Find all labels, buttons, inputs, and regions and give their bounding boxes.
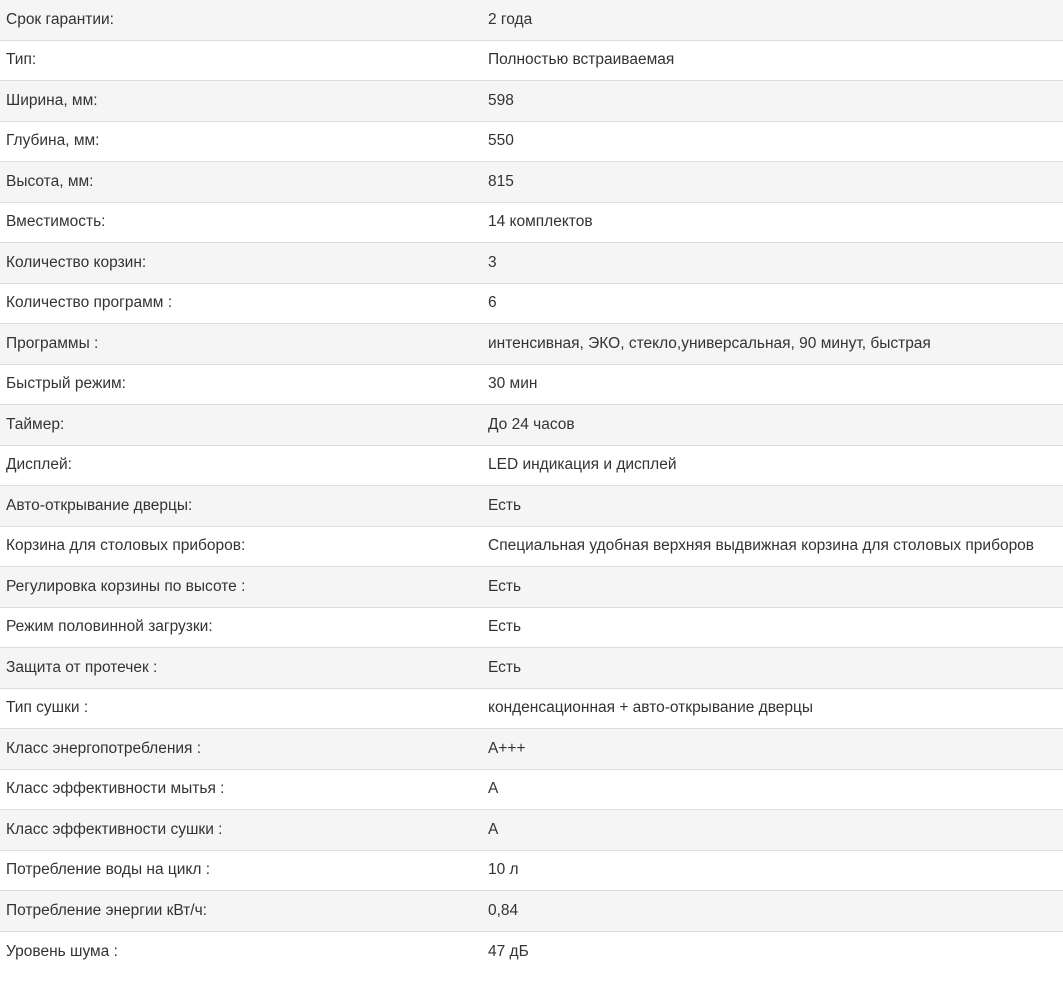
spec-row [0, 324, 1063, 365]
spec-label: Тип: [6, 51, 37, 69]
spec-row [0, 851, 1063, 892]
spec-row [0, 810, 1063, 851]
spec-value: LED индикация и дисплей [488, 456, 677, 474]
spec-value: 10 л [488, 861, 519, 879]
spec-value: 3 [488, 253, 497, 271]
spec-value: 550 [488, 132, 514, 150]
spec-row [0, 405, 1063, 446]
spec-row [0, 932, 1063, 973]
spec-label: Регулировка корзины по высоте : [6, 577, 246, 595]
spec-row [0, 729, 1063, 770]
spec-label: Срок гарантии: [6, 10, 114, 28]
spec-label: Вместимость: [6, 213, 106, 231]
spec-value: Есть [488, 658, 522, 676]
spec-value: 47 дБ [488, 942, 529, 960]
spec-label: Глубина, мм: [6, 132, 100, 150]
spec-label: Тип сушки : [6, 699, 89, 717]
spec-row [0, 608, 1063, 649]
spec-label: Программы : [6, 334, 99, 352]
spec-row [0, 81, 1063, 122]
spec-value: Есть [488, 496, 522, 514]
spec-value: 6 [488, 294, 497, 312]
spec-row [0, 365, 1063, 406]
spec-label: Количество корзин: [6, 253, 147, 271]
spec-value: 2 года [488, 10, 533, 28]
spec-label: Авто-открывание дверцы: [6, 496, 193, 514]
spec-label: Ширина, мм: [6, 91, 98, 109]
spec-value: 815 [488, 172, 514, 190]
spec-row [0, 689, 1063, 730]
spec-row [0, 162, 1063, 203]
spec-label: Корзина для столовых приборов: [6, 537, 246, 555]
spec-value: 14 комплектов [488, 213, 593, 231]
spec-row [0, 891, 1063, 932]
spec-label: Режим половинной загрузки: [6, 618, 213, 636]
spec-label: Высота, мм: [6, 172, 94, 190]
spec-row [0, 567, 1063, 608]
spec-label: Потребление энергии кВт/ч: [6, 901, 207, 919]
spec-label: Класс эффективности сушки : [6, 820, 223, 838]
spec-label: Быстрый режим: [6, 375, 126, 393]
spec-value: A [488, 820, 499, 838]
spec-label: Класс энергопотребления : [6, 739, 202, 757]
spec-row [0, 446, 1063, 487]
spec-value: конденсационная + авто-открывание дверцы [488, 699, 814, 717]
spec-label: Количество программ : [6, 294, 172, 312]
spec-label: Класс эффективности мытья : [6, 780, 225, 798]
spec-label: Таймер: [6, 415, 65, 433]
spec-row [0, 486, 1063, 527]
spec-row [0, 0, 1063, 41]
spec-value: 598 [488, 91, 514, 109]
spec-value: A+++ [488, 739, 526, 757]
spec-row [0, 527, 1063, 568]
spec-row [0, 770, 1063, 811]
spec-row [0, 122, 1063, 163]
spec-value: Полностью встраиваемая [488, 51, 675, 69]
spec-value: Специальная удобная верхняя выдвижная корзина для столовых приборов [488, 537, 1035, 555]
spec-row [0, 243, 1063, 284]
spec-row [0, 203, 1063, 244]
spec-row [0, 648, 1063, 689]
spec-label: Потребление воды на цикл : [6, 861, 211, 879]
spec-value: интенсивная, ЭКО, стекло,универсальная, 90 минут, быстрая [488, 334, 931, 352]
spec-value: Есть [488, 577, 522, 595]
spec-label: Дисплей: [6, 456, 72, 474]
spec-value: 0,84 [488, 901, 519, 919]
spec-label: Защита от протечек : [6, 658, 158, 676]
spec-row [0, 284, 1063, 325]
spec-row [0, 41, 1063, 82]
spec-label: Уровень шума : [6, 942, 118, 960]
spec-value: A [488, 780, 499, 798]
spec-value: 30 мин [488, 375, 538, 393]
spec-value: До 24 часов [488, 415, 575, 433]
spec-value: Есть [488, 618, 522, 636]
